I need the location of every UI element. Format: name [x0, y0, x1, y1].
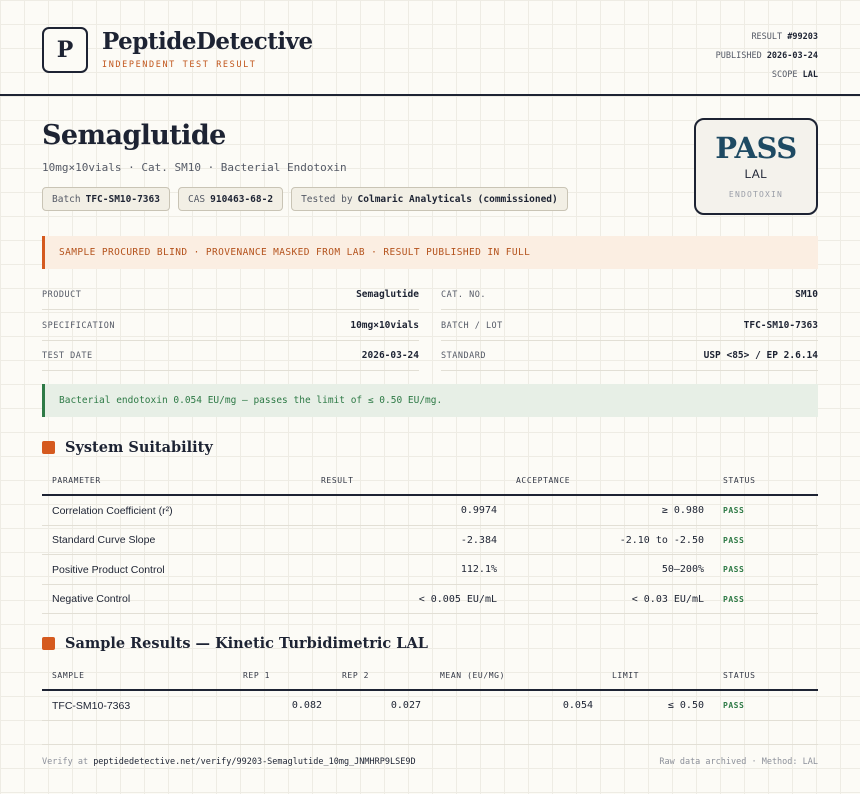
info-row — [42, 311, 818, 342]
info-label: PRODUCT — [42, 289, 82, 300]
table-row — [42, 585, 818, 615]
info-value: TFC-SM10-7363 — [743, 320, 818, 331]
info-label: SPECIFICATION — [42, 320, 116, 331]
parameter-cell: Negative Control — [52, 593, 131, 605]
result-cell: 112.1% — [460, 564, 497, 575]
verify-prefix: Verify at — [42, 756, 89, 767]
info-cell-catno — [441, 280, 818, 310]
meta-result-value: #99203 — [787, 32, 818, 42]
stamp-caption: ENDOTOXIN — [728, 190, 784, 199]
meta-scope-value: LAL — [802, 70, 818, 80]
info-value: Semaglutide — [356, 289, 419, 300]
rep1-cell: 0.082 — [291, 700, 322, 711]
column-header: PARAMETER — [52, 475, 101, 485]
section-title: System Suitability — [65, 439, 213, 456]
table-row — [42, 691, 818, 721]
batch-chip-label: Batch — [52, 193, 81, 205]
info-value: USP <85> / EP 2.6.14 — [703, 350, 818, 361]
report-footer — [42, 744, 818, 778]
table-row — [42, 496, 818, 526]
brand-tagline: INDEPENDENT TEST RESULT — [102, 60, 257, 70]
section-marker-icon — [42, 441, 55, 454]
verdict-banner: Bacterial endotoxin 0.054 EU/mg — passes the limit of ≤ 0.50 EU/mg. — [42, 384, 818, 417]
info-label: STANDARD — [441, 350, 486, 361]
column-header: MEAN (EU/MG) — [440, 670, 505, 680]
sample-cell: TFC-SM10-7363 — [52, 699, 131, 712]
info-label: CAT. NO. — [441, 289, 486, 300]
column-header: STATUS — [723, 670, 756, 680]
verify-text — [42, 757, 416, 767]
result-cell: -2.384 — [460, 534, 497, 546]
info-row — [42, 280, 818, 311]
batch-chip-value: TFC-SM10-7363 — [85, 193, 160, 205]
parameter-cell: Standard Curve Slope — [52, 534, 156, 546]
info-value: 2026-03-24 — [361, 350, 419, 361]
suitability-table — [42, 466, 818, 614]
column-header: STATUS — [723, 475, 756, 485]
table-row — [42, 526, 818, 556]
brand-logo: P — [42, 27, 88, 73]
section-sample-results — [42, 635, 428, 652]
verify-link[interactable]: peptidedetective.net/verify/99203-Semaglutide_10mg_JNMHRP9LSE9D — [93, 756, 416, 767]
status-badge: PASS — [723, 506, 745, 515]
product-subtitle: 10mg×10vials · Cat. SM10 · Bacterial Endotoxin — [42, 161, 347, 174]
meta-published-label: PUBLISHED — [715, 51, 762, 61]
section-system-suitability — [42, 439, 213, 456]
info-label: TEST DATE — [42, 350, 93, 361]
column-header: ACCEPTANCE — [516, 475, 571, 485]
tested-by-value: Colmaric Analyticals (commissioned) — [357, 193, 558, 205]
acceptance-cell: 50–200% — [661, 564, 704, 575]
mean-cell: 0.054 — [562, 700, 593, 711]
meta-published-value: 2026-03-24 — [766, 51, 818, 61]
info-label: BATCH / LOT — [441, 320, 503, 331]
info-cell-batch — [441, 311, 818, 341]
info-value: SM10 — [795, 289, 818, 300]
meta-scope — [716, 66, 818, 85]
table-header — [42, 466, 818, 496]
parameter-cell: Positive Product Control — [52, 563, 165, 576]
info-cell-date — [42, 341, 419, 371]
meta-published — [716, 47, 818, 66]
meta-scope-label: SCOPE — [771, 70, 798, 80]
result-cell: 0.9974 — [460, 505, 497, 516]
parameter-cell: Correlation Coefficient (r²) — [52, 504, 173, 517]
result-cell: < 0.005 EU/mL — [418, 593, 497, 605]
sample-results-table — [42, 661, 818, 721]
limit-cell: ≤ 0.50 — [667, 700, 704, 711]
acceptance-cell: < 0.03 EU/mL — [631, 593, 704, 605]
product-title: Semaglutide — [42, 120, 226, 151]
meta-result — [716, 28, 818, 47]
table-header — [42, 661, 818, 691]
section-title: Sample Results — Kinetic Turbidimetric LAL — [65, 635, 428, 652]
info-cell-spec — [42, 311, 419, 341]
report-header — [0, 0, 860, 96]
cas-chip-value: 910463-68-2 — [210, 193, 274, 205]
status-badge: PASS — [723, 701, 745, 710]
rep2-cell: 0.027 — [390, 700, 421, 711]
acceptance-cell: ≥ 0.980 — [661, 505, 704, 516]
column-header: SAMPLE — [52, 670, 85, 680]
status-badge: PASS — [723, 594, 745, 604]
info-value: 10mg×10vials — [350, 320, 419, 331]
chip-row — [42, 187, 568, 211]
column-header: REP 2 — [342, 670, 370, 680]
cas-chip — [178, 187, 283, 211]
tested-by-label: Tested by — [301, 193, 353, 205]
table-row — [42, 555, 818, 585]
meta-result-label: RESULT — [751, 32, 783, 42]
stamp-verdict: PASS — [715, 131, 797, 165]
status-badge: PASS — [723, 565, 745, 574]
section-marker-icon — [42, 637, 55, 650]
column-header: LIMIT — [612, 670, 640, 680]
archive-note: Raw data archived · Method: LAL — [659, 756, 818, 767]
report-meta — [716, 28, 818, 85]
acceptance-cell: -2.10 to -2.50 — [619, 534, 704, 546]
brand-name: PeptideDetective — [102, 28, 313, 55]
tested-by-chip — [291, 187, 568, 211]
column-header: RESULT — [321, 475, 354, 485]
status-badge: PASS — [723, 535, 745, 545]
info-row — [42, 341, 818, 372]
cas-chip-label: CAS — [187, 193, 206, 205]
batch-chip — [42, 187, 170, 211]
stamp-method: LAL — [744, 167, 768, 181]
info-cell-standard — [441, 341, 818, 371]
pass-stamp — [694, 118, 818, 215]
column-header: REP 1 — [243, 670, 271, 680]
provenance-notice: SAMPLE PROCURED BLIND · PROVENANCE MASKED FROM LAB · RESULT PUBLISHED IN FULL — [42, 236, 818, 269]
info-cell-product — [42, 280, 419, 310]
